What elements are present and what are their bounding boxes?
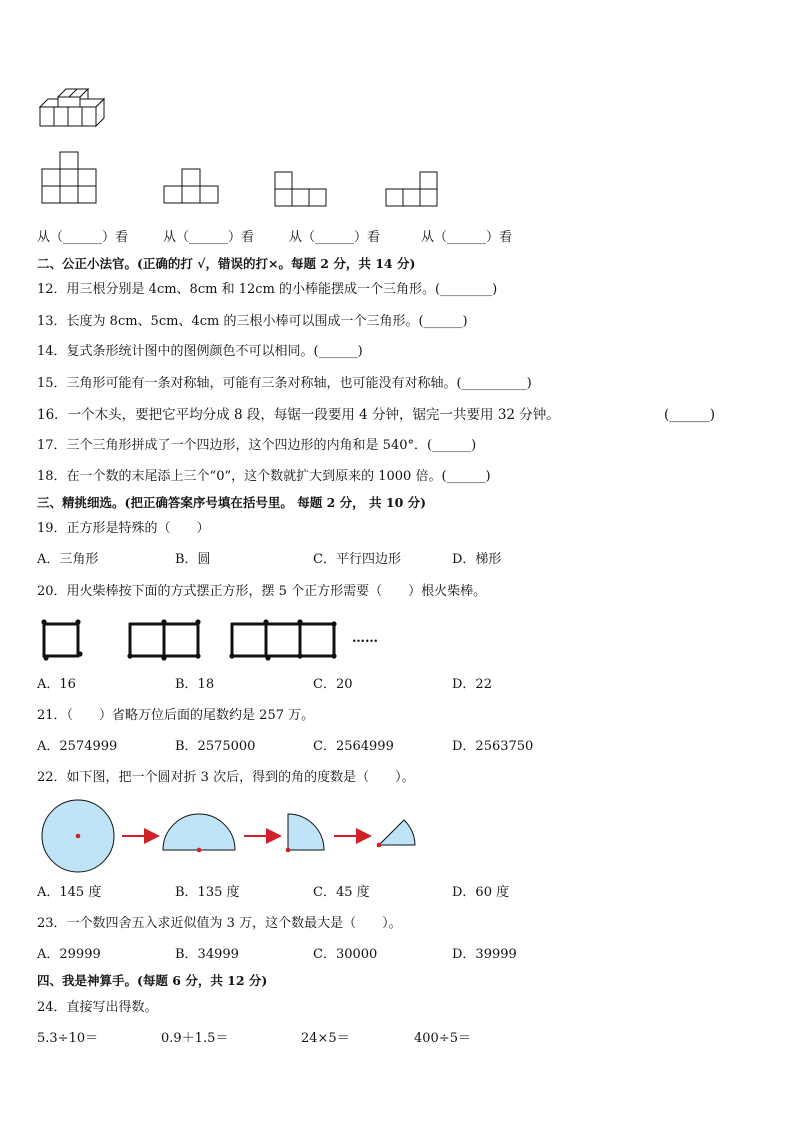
q19-option-c[interactable]: C．平行四边形 <box>313 552 401 567</box>
question-24: 24．直接写出得数。 <box>37 1000 158 1015</box>
q21-option-b[interactable]: B．2575000 <box>175 739 256 754</box>
question-22: 22．如下图，把一个圆对折 3 次后，得到的角的度数是（ ）。 <box>37 770 415 785</box>
question-18: 18．在一个数的末尾添上三个“0”，这个数就扩大到原来的 1000 倍。(______) <box>37 469 491 484</box>
view-figure-4 <box>386 170 446 210</box>
question-16-answer: (______) <box>664 407 716 423</box>
question-23: 23．一个数四舍五入求近似值为 3 万，这个数最大是（ ）。 <box>37 916 402 931</box>
q21-option-c[interactable]: C．2564999 <box>313 739 394 754</box>
question-21: 21．（ ）省略万位后面的尾数约是 257 万。 <box>37 708 315 723</box>
calc-item-2: 0.9＋1.5＝ <box>161 1031 229 1046</box>
question-16: 16．一个木头，要把它平均分成 8 段，每锯一段要用 4 分钟，锯完一共要用 32 分钟。 <box>37 407 560 423</box>
view-figure-2 <box>164 167 224 207</box>
q19-option-a[interactable]: A．三角形 <box>37 552 99 567</box>
view-figure-1 <box>42 150 102 210</box>
q22-option-c[interactable]: C．45 度 <box>313 885 370 900</box>
q21-option-d[interactable]: D．2563750 <box>452 739 534 754</box>
calc-item-4: 400÷5＝ <box>414 1031 471 1046</box>
q20-option-d[interactable]: D．22 <box>452 677 492 692</box>
q23-option-d[interactable]: D．39999 <box>452 947 517 962</box>
question-17: 17．三个三角形拼成了一个四边形，这个四边形的内角和是 540°．(______) <box>37 438 477 453</box>
question-15: 15．三角形可能有一条对称轴，可能有三条对称轴，也可能没有对称轴。(__________) <box>37 376 532 391</box>
q20-option-b[interactable]: B．18 <box>175 677 215 692</box>
cube-solid-figure <box>38 85 118 135</box>
matchstick-ellipsis: …… <box>352 631 378 646</box>
calc-item-1: 5.3÷10＝ <box>37 1031 99 1046</box>
q20-option-c[interactable]: C．20 <box>313 677 353 692</box>
question-12: 12．用三根分别是 4cm、8cm 和 12cm 的小棒能摆成一个三角形。(________) <box>37 282 498 297</box>
question-19: 19．正方形是特殊的（ ） <box>37 521 210 536</box>
q21-option-a[interactable]: A．2574999 <box>37 739 118 754</box>
circle-folding-figure <box>38 800 438 880</box>
question-20: 20．用火柴棒按下面的方式摆正方形，摆 5 个正方形需要（ ）根火柴棒。 <box>37 584 487 599</box>
question-14: 14．复式条形统计图中的图例颜色不可以相同。(______) <box>37 344 363 359</box>
q19-option-b[interactable]: B．圆 <box>175 552 211 567</box>
view-figure-3 <box>275 170 335 210</box>
q23-option-c[interactable]: C．30000 <box>313 947 378 962</box>
view-label-1: 从（______）看 <box>37 230 129 245</box>
q20-option-a[interactable]: A．16 <box>37 677 76 692</box>
calc-item-3: 24×5＝ <box>301 1031 350 1046</box>
section-heading-2: 二、公正小法官。(正确的打 √，错误的打×。每题 2 分，共 14 分) <box>37 256 416 271</box>
view-label-2: 从（______）看 <box>163 230 255 245</box>
q22-option-a[interactable]: A．145 度 <box>37 885 102 900</box>
view-label-4: 从（______）看 <box>421 230 513 245</box>
q23-option-b[interactable]: B．34999 <box>175 947 239 962</box>
section-heading-3: 三、精挑细选。(把正确答案序号填在括号里。 每题 2 分， 共 10 分) <box>37 495 427 510</box>
q22-option-b[interactable]: B．135 度 <box>175 885 240 900</box>
q22-option-d[interactable]: D．60 度 <box>452 885 510 900</box>
q19-option-d[interactable]: D．梯形 <box>452 552 502 567</box>
section-heading-4: 四、我是神算手。(每题 6 分，共 12 分) <box>37 973 268 988</box>
question-13: 13．长度为 8cm、5cm、4cm 的三根小棒可以围成一个三角形。(______) <box>37 314 468 329</box>
view-label-3: 从（______）看 <box>289 230 381 245</box>
q23-option-a[interactable]: A．29999 <box>37 947 101 962</box>
matchstick-squares-figure <box>38 618 398 668</box>
